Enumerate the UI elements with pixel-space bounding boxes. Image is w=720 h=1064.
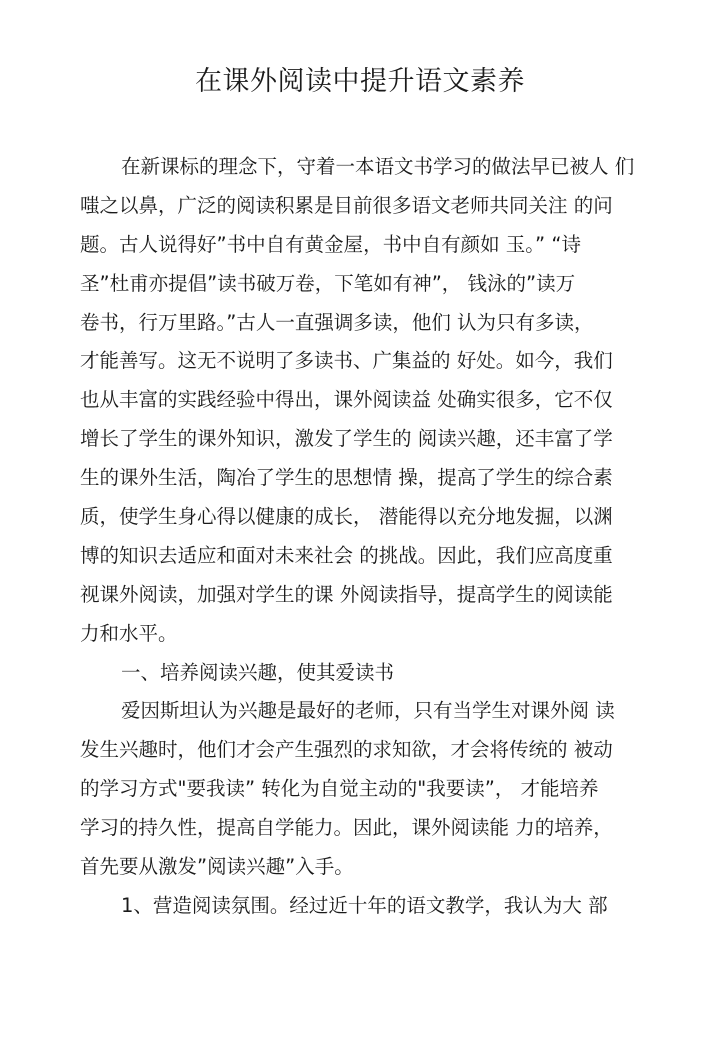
text-line: 才能善写。这无不说明了多读书、广集益的 好处。如今，我们 — [80, 349, 613, 373]
text-line: 卷书，行万里路。”古人一直强调多读，他们 认为只有多读， — [80, 310, 594, 334]
document-body — [80, 148, 650, 926]
text-line: 首先要从激发”阅读兴趣”入手。 — [80, 855, 354, 879]
text-line: 1、营造阅读氛围。经过近十年的语文教学，我认为大 部 — [121, 893, 608, 917]
text-line: 力和水平。 — [80, 621, 178, 645]
text-line: 生的课外生活，陶冶了学生的思想情 操，提高了学生的综合素 — [80, 466, 613, 490]
text-line: 学习的持久性，提高自学能力。因此，课外阅读能 力的培养， — [80, 816, 613, 840]
text-line: 题。古人说得好”书中自有黄金屋，书中自有颜如 玉。” “诗 — [80, 232, 581, 256]
text-line: 在新课标的理念下，守着一本语文书学习的做法早已被人 们 — [121, 155, 635, 178]
text-line: 爱因斯坦认为兴趣是最好的老师，只有当学生对课外阅 读 — [121, 699, 615, 723]
text-line: 质，使学生身心得以健康的成长， 潜能得以充分地发掘，以渊 — [80, 505, 613, 529]
text-line: 视课外阅读，加强对学生的课 外阅读指导，提高学生的阅读能 — [80, 582, 613, 606]
section-heading: 一、培养阅读兴趣，使其爱读书 — [121, 660, 395, 684]
document-title: 在课外阅读中提升语文素养 — [195, 66, 525, 97]
text-line: 嗤之以鼻，广泛的阅读积累是目前很多语文老师共同关注 的问 — [80, 193, 613, 217]
text-line: 也从丰富的实践经验中得出，课外阅读益 处确实很多，它不仅 — [80, 388, 613, 412]
text-line: 发生兴趣时，他们才会产生强烈的求知欲，才会将传统的 被动 — [80, 738, 613, 762]
text-line: 博的知识去适应和面对未来社会 的挑战。因此，我们应高度重 — [80, 543, 613, 567]
text-line: 圣”杜甫亦提倡”读书破万卷，下笔如有神”， 钱泳的”读万 — [80, 271, 576, 295]
text-line: 增长了学生的课外知识，激发了学生的 阅读兴趣，还丰富了学 — [80, 427, 613, 451]
text-line: 的学习方式"要我读” 转化为自觉主动的"我要读”， 才能培养 — [80, 777, 599, 801]
